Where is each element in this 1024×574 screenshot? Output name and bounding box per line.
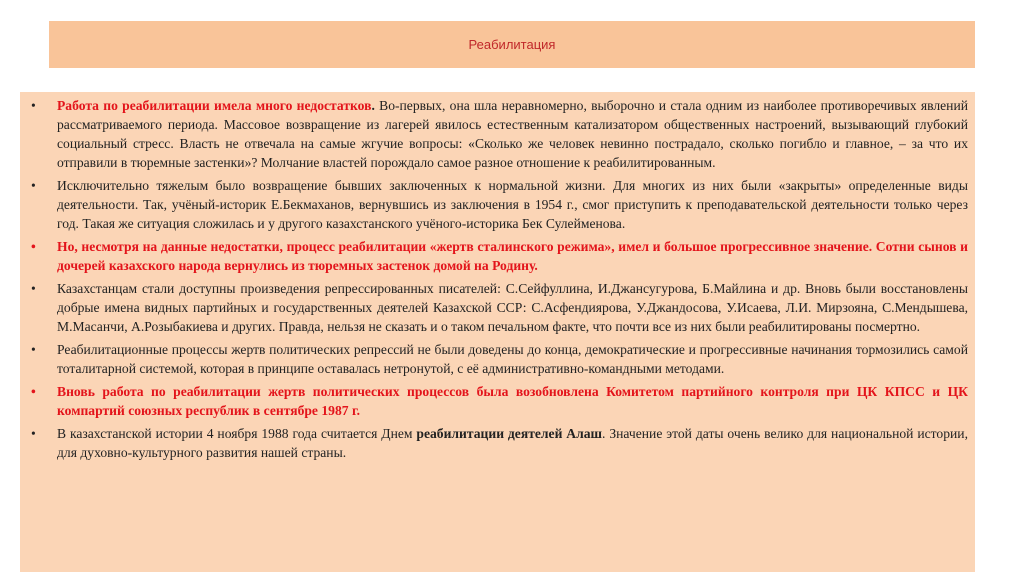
bullet-item	[57, 382, 968, 420]
bullet-text-segment: Работа по реабилитации имела много недостатков	[57, 98, 372, 113]
bullet-text-segment: реабилитации деятелей Алаш	[416, 426, 603, 441]
bullet-text-segment: Но, несмотря на данные недостатки, процесс реабилитации «жертв сталинского режима», имел и большое прогрессивное значение. Сотни сынов и дочерей казахского народа вернулись из тюремных застенок домой на Родину.	[57, 239, 968, 273]
bullet-text-segment: . Значение этой даты очень велико для национальной истории, для духовно-культурного развития нашей страны.	[57, 426, 968, 460]
bullet-list	[20, 92, 975, 462]
bullet-item	[57, 279, 968, 336]
bullet-text-segment: Реабилитационные процессы жертв политических репрессий не были доведены до конца, демократические и прогрессивные начинания тормозились самой тоталитарной системой, которая в принципе оставалась нетронутой, с её административно-командными методами.	[57, 342, 968, 376]
bullet-item	[57, 237, 968, 275]
bullet-text-segment: Вновь работа по реабилитации жертв политических процессов была возобновлена Комитетом партийного контроля при ЦК КПСС и ЦК компартий союзных республик в сентябре 1987 г.	[57, 384, 968, 418]
bullet-item	[57, 424, 968, 462]
bullet-text-segment: В казахстанской истории 4 ноября 1988 года считается Днем	[57, 426, 417, 441]
slide-title-bar	[49, 21, 975, 68]
bullet-text-segment: Исключительно тяжелым было возвращение бывших заключенных к нормальной жизни. Для многих из них были «закрыты» определенные виды деятельности. Так, учёный-историк Е.Бекмаханов, вернувшись из заключения в 1954 г., смог приступить к преподавательской деятельности только через год. Такая же ситуация сложилась и у другого казахстанского учёного-историка Бек Сулейменова.	[57, 178, 968, 231]
bullet-text-segment: Казахстанцам стали доступны произведения репрессированных писателей: С.Сейфуллина, И.Джансугурова, Б.Майлина и др. Вновь были восстановлены добрые имена видных партийных и государственных деятелей Казахской ССР: С.Асфендиярова, У.Джандосова, У.Исаева, Л.И. Мирзояна, С.Мендышева, М.Масанчи, А.Розыбакиева и других. Правда, нельзя не сказать и о таком печальном факте, что почти все из них были реабилитированы посмертно.	[57, 281, 968, 334]
bullet-item	[57, 96, 968, 172]
bullet-text-segment: Во-первых, она шла неравномерно, выборочно и стала одним из наиболее противоречивых явлений рассматриваемого периода. Массовое возвращение из лагерей явилось естественным катализатором общественных настроений, вызывающий глубокий социальный стресс. Власть не отвечала на самые жгучие вопросы: «Сколько же человек невинно пострадало, сколько погибло и главное, – за что их отправили в тюремные застенки»? Молчание властей порождало самое разное отношение к реабилитированным.	[57, 98, 969, 170]
bullet-text-segment: .	[371, 98, 375, 113]
slide-title: Реабилитация	[468, 37, 556, 52]
slide-content-box	[20, 92, 975, 572]
bullet-item	[57, 340, 968, 378]
bullet-item	[57, 176, 968, 233]
